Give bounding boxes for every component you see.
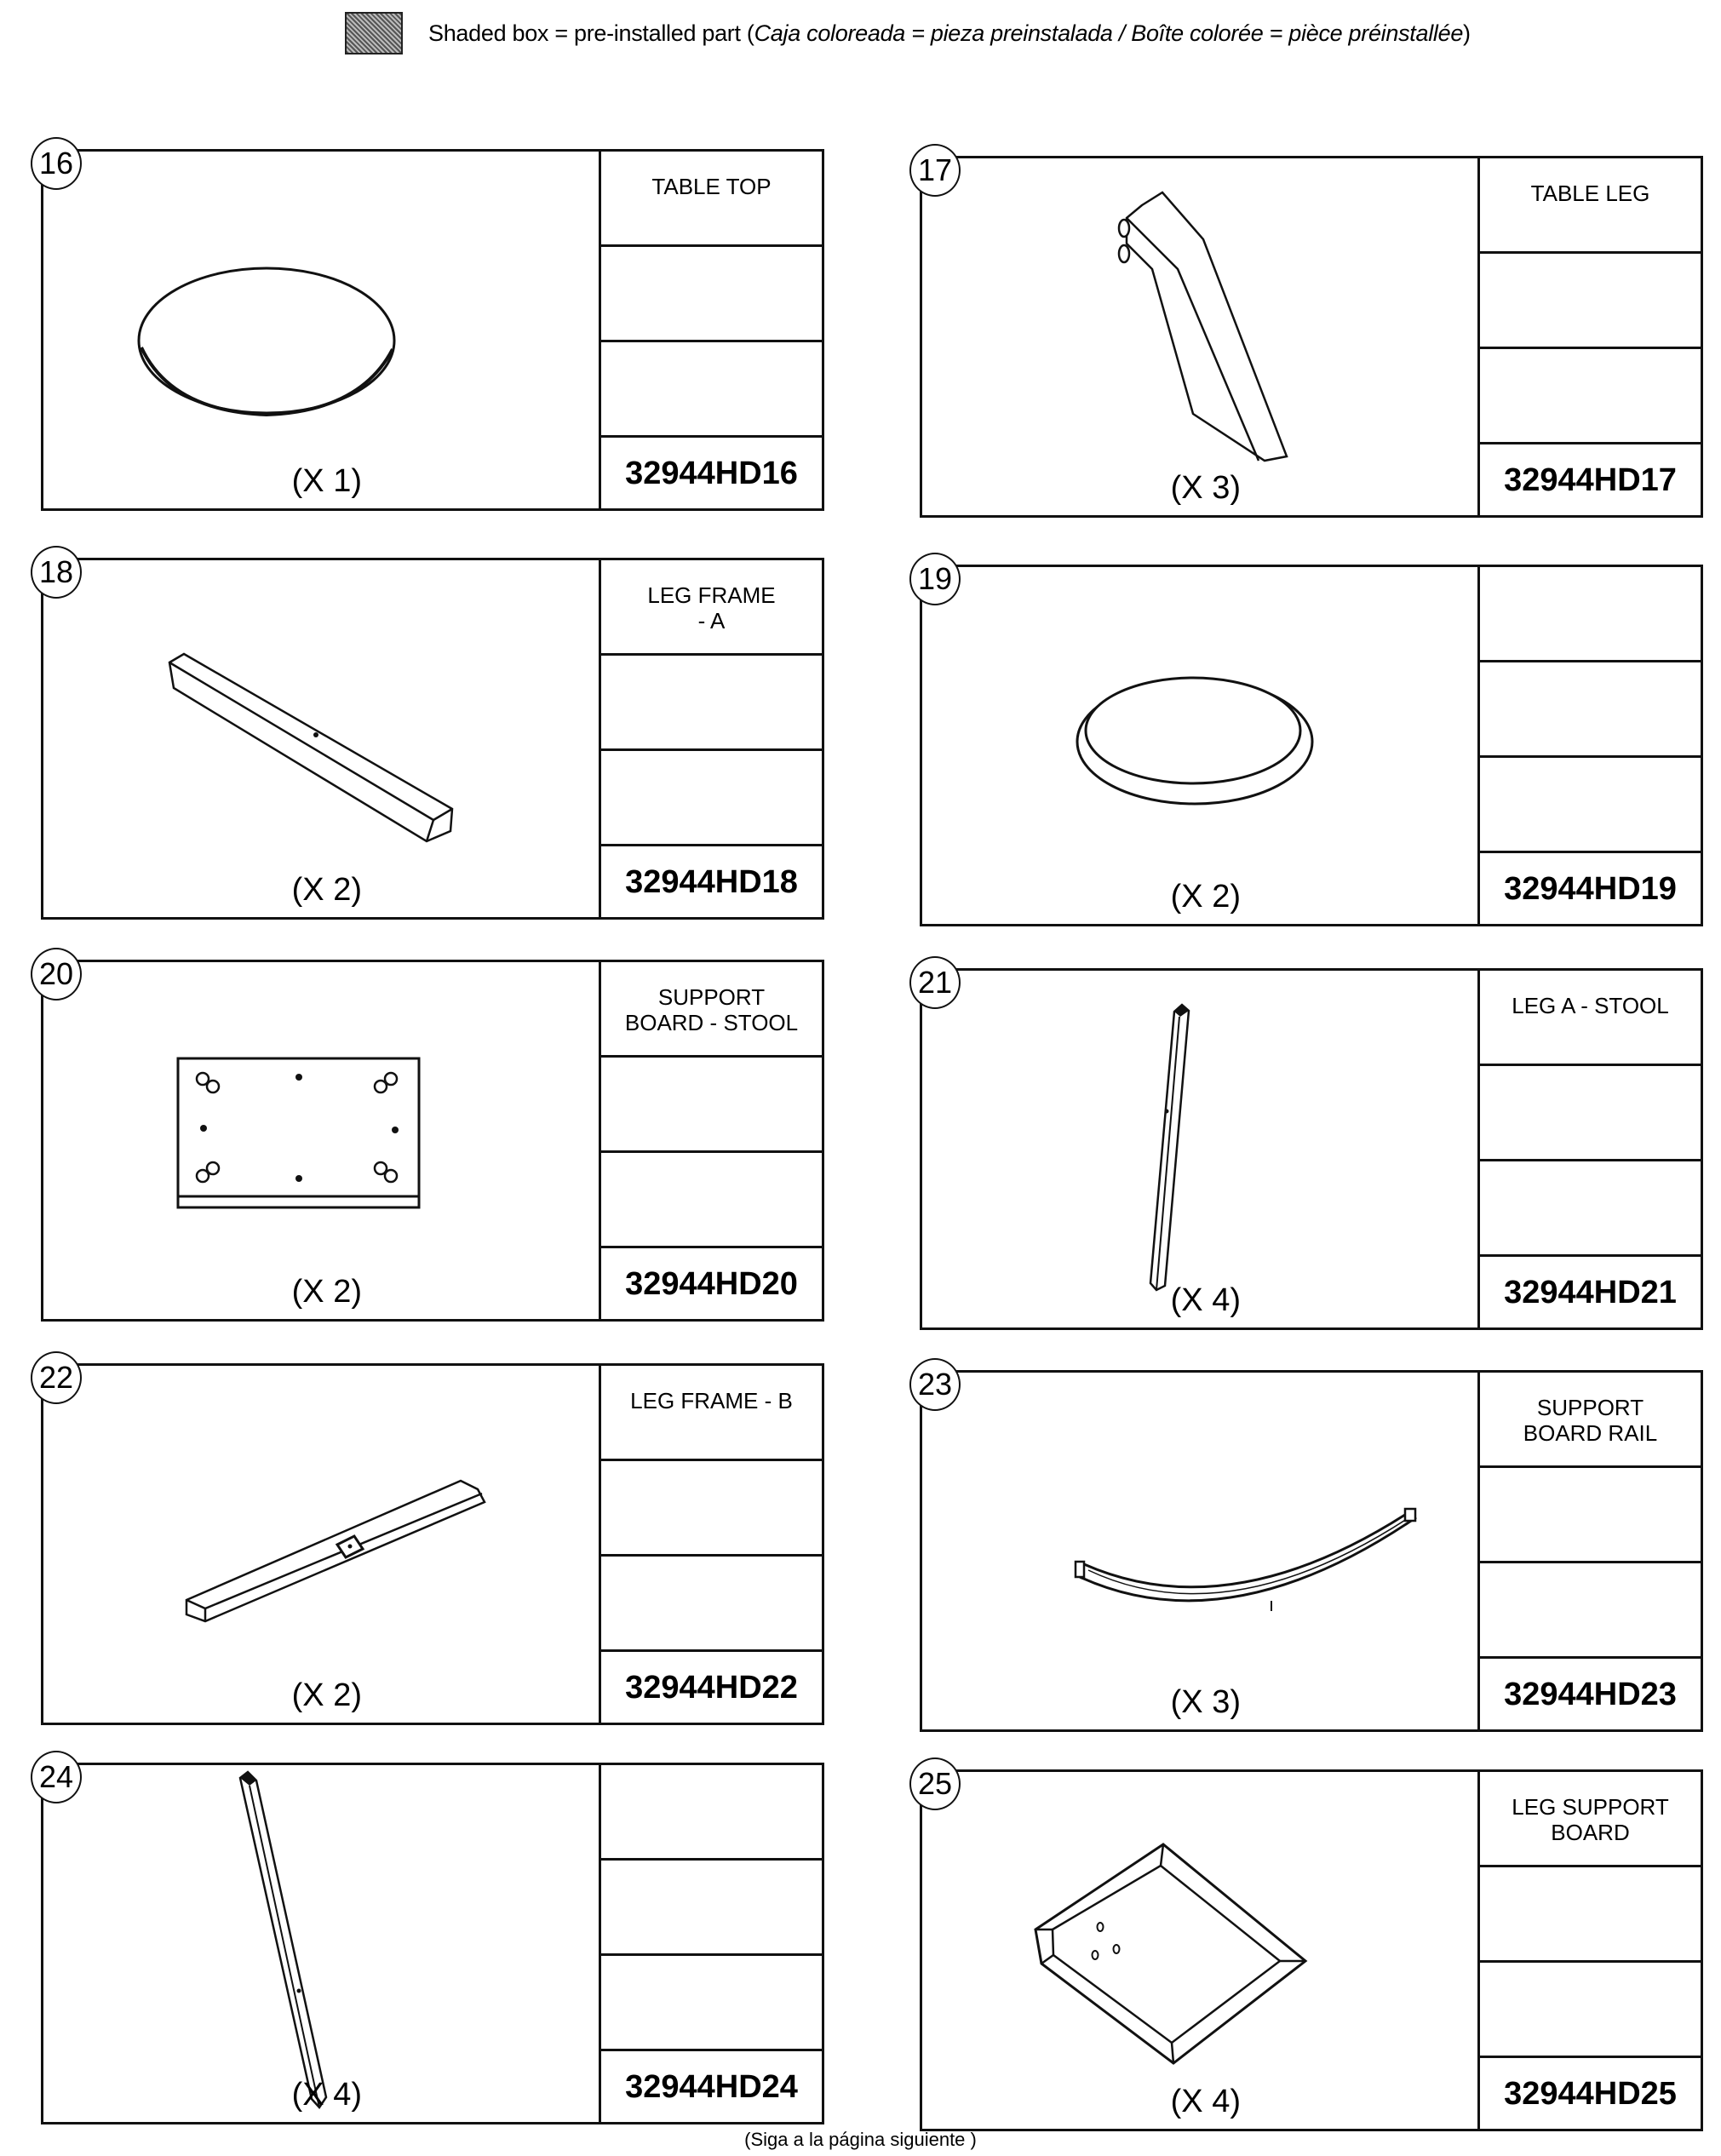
legend-text <box>428 20 1471 47</box>
blank-cell <box>1480 1963 1701 2058</box>
quantity: (X 2) <box>1170 879 1241 915</box>
part-name <box>601 1366 822 1461</box>
part-code: 32944HD21 <box>1504 1274 1677 1310</box>
part-name <box>1480 1373 1701 1468</box>
blank-cell <box>1480 349 1701 444</box>
blank-cell <box>601 1861 822 1956</box>
part-name <box>601 1765 822 1861</box>
part-name-line1: LEG FRAME <box>647 582 776 608</box>
part-name <box>1480 971 1701 1066</box>
part-drawing-frame <box>41 558 599 920</box>
legend-translations: Caja coloreada = pieza preinstalada / Boîte colorée = pièce préinstallée <box>754 20 1464 46</box>
quantity: (X 4) <box>1170 2084 1241 2119</box>
part-label-column <box>599 960 824 1322</box>
part-label-column <box>599 1763 824 2124</box>
quantity: (X 2) <box>291 872 362 908</box>
part-number-badge: 24 <box>31 1751 82 1803</box>
part-name <box>1480 158 1701 254</box>
part-code: 32944HD24 <box>625 2068 798 2105</box>
part-label-column <box>1477 565 1703 926</box>
blank-cell <box>601 1956 822 2051</box>
blank-cell <box>601 1058 822 1153</box>
blank-cell <box>1480 662 1701 758</box>
part-panel-20 <box>38 956 824 1322</box>
blank-cell <box>1480 1066 1701 1161</box>
part-code: 32944HD16 <box>625 455 798 491</box>
part-name <box>1480 567 1701 662</box>
part-label-column <box>1477 1769 1703 2131</box>
blank-cell <box>601 1461 822 1557</box>
part-name-text <box>1523 1395 1658 1446</box>
part-panel-21 <box>917 965 1703 1330</box>
part-name-text: TABLE LEG <box>1530 181 1650 206</box>
round-seat-drawing <box>922 567 1480 929</box>
blank-cell <box>1480 758 1701 853</box>
part-name-text <box>647 582 775 634</box>
part-code: 32944HD18 <box>625 863 798 900</box>
quantity: (X 4) <box>291 2077 362 2113</box>
part-number-badge: 25 <box>909 1757 961 1810</box>
leg-support-board-drawing <box>922 1772 1480 2134</box>
table-top-drawing <box>43 152 601 513</box>
part-name <box>1480 1772 1701 1867</box>
blank-cell <box>1480 1563 1701 1659</box>
quantity: (X 2) <box>291 1677 362 1713</box>
part-drawing-frame <box>41 1363 599 1725</box>
legend <box>345 12 1471 54</box>
part-name-text: LEG FRAME - B <box>630 1388 793 1413</box>
part-drawing-frame <box>920 156 1477 518</box>
part-name-line1: SUPPORT <box>1536 1395 1644 1420</box>
blank-cell <box>1480 254 1701 349</box>
part-name-line1: LEG SUPPORT <box>1512 1794 1669 1820</box>
part-label-column <box>1477 968 1703 1330</box>
part-number-badge: 19 <box>909 553 961 605</box>
stool-leg-b-drawing <box>43 1765 601 2127</box>
quantity: (X 4) <box>1170 1282 1241 1318</box>
part-number-badge: 22 <box>31 1351 82 1404</box>
part-panel-18 <box>38 554 824 920</box>
legend-close: ) <box>1463 20 1471 46</box>
shaded-box-swatch <box>345 12 403 54</box>
part-code: 32944HD17 <box>1504 462 1677 498</box>
part-panel-22 <box>38 1360 824 1725</box>
part-label-column <box>599 558 824 920</box>
blank-cell <box>1480 1468 1701 1563</box>
part-label-column <box>599 1363 824 1725</box>
quantity: (X 3) <box>1170 470 1241 506</box>
quantity: (X 3) <box>1170 1684 1241 1720</box>
part-number-badge: 18 <box>31 546 82 599</box>
part-panel-24 <box>38 1759 824 2124</box>
blank-cell <box>601 342 822 438</box>
blank-cell <box>1480 1867 1701 1963</box>
part-drawing-frame <box>920 1370 1477 1732</box>
quantity: (X 1) <box>291 463 362 499</box>
part-code: 32944HD23 <box>1504 1676 1677 1712</box>
part-name-line2: BOARD <box>1551 1820 1630 1845</box>
part-drawing-frame <box>920 968 1477 1330</box>
blank-cell <box>601 656 822 751</box>
part-name <box>601 560 822 656</box>
part-code: 32944HD22 <box>625 1669 798 1706</box>
part-name-line2: - A <box>697 608 726 634</box>
table-leg-drawing <box>922 158 1480 520</box>
part-panel-19 <box>917 561 1703 926</box>
blank-cell <box>601 1153 822 1248</box>
part-panel-23 <box>917 1367 1703 1732</box>
part-label-column <box>599 149 824 511</box>
leg-frame-b-drawing <box>43 1366 601 1728</box>
part-panel-17 <box>917 152 1703 518</box>
leg-frame-a-drawing <box>43 560 601 922</box>
part-code: 32944HD25 <box>1504 2075 1677 2112</box>
support-board-rail-drawing <box>922 1373 1480 1735</box>
part-name <box>601 152 822 247</box>
part-panel-16 <box>38 146 824 511</box>
legend-english: Shaded box = pre-installed part ( <box>428 20 754 46</box>
part-drawing-frame <box>920 1769 1477 2131</box>
leg-a-stool-drawing <box>922 971 1480 1333</box>
part-number-badge: 23 <box>909 1358 961 1411</box>
part-drawing-frame <box>41 960 599 1322</box>
part-name-text <box>625 984 798 1035</box>
part-number-badge: 21 <box>909 956 961 1009</box>
quantity: (X 2) <box>291 1274 362 1310</box>
part-name <box>601 962 822 1058</box>
part-label-column <box>1477 156 1703 518</box>
part-number-badge: 16 <box>31 137 82 190</box>
support-board-stool-drawing <box>43 962 601 1324</box>
part-panel-25 <box>917 1766 1703 2131</box>
part-drawing-frame <box>920 565 1477 926</box>
part-name-line2: BOARD - STOOL <box>624 1010 799 1035</box>
part-name-text: TABLE TOP <box>651 174 772 199</box>
blank-cell <box>1480 1161 1701 1257</box>
blank-cell <box>601 1557 822 1652</box>
part-drawing-frame <box>41 1763 599 2124</box>
part-number-badge: 20 <box>31 948 82 1001</box>
part-name-line1: SUPPORT <box>657 984 766 1010</box>
part-name-text: LEG A - STOOL <box>1512 993 1669 1018</box>
part-code: 32944HD20 <box>625 1265 798 1302</box>
blank-cell <box>601 247 822 342</box>
part-code: 32944HD19 <box>1504 870 1677 907</box>
blank-cell <box>601 751 822 846</box>
part-drawing-frame <box>41 149 599 511</box>
part-name-line2: BOARD RAIL <box>1523 1420 1658 1446</box>
part-name-text <box>1512 1794 1668 1845</box>
part-number-badge: 17 <box>909 144 961 197</box>
part-label-column <box>1477 1370 1703 1732</box>
continue-note: (Siga a la página siguiente ) <box>744 2129 977 2150</box>
